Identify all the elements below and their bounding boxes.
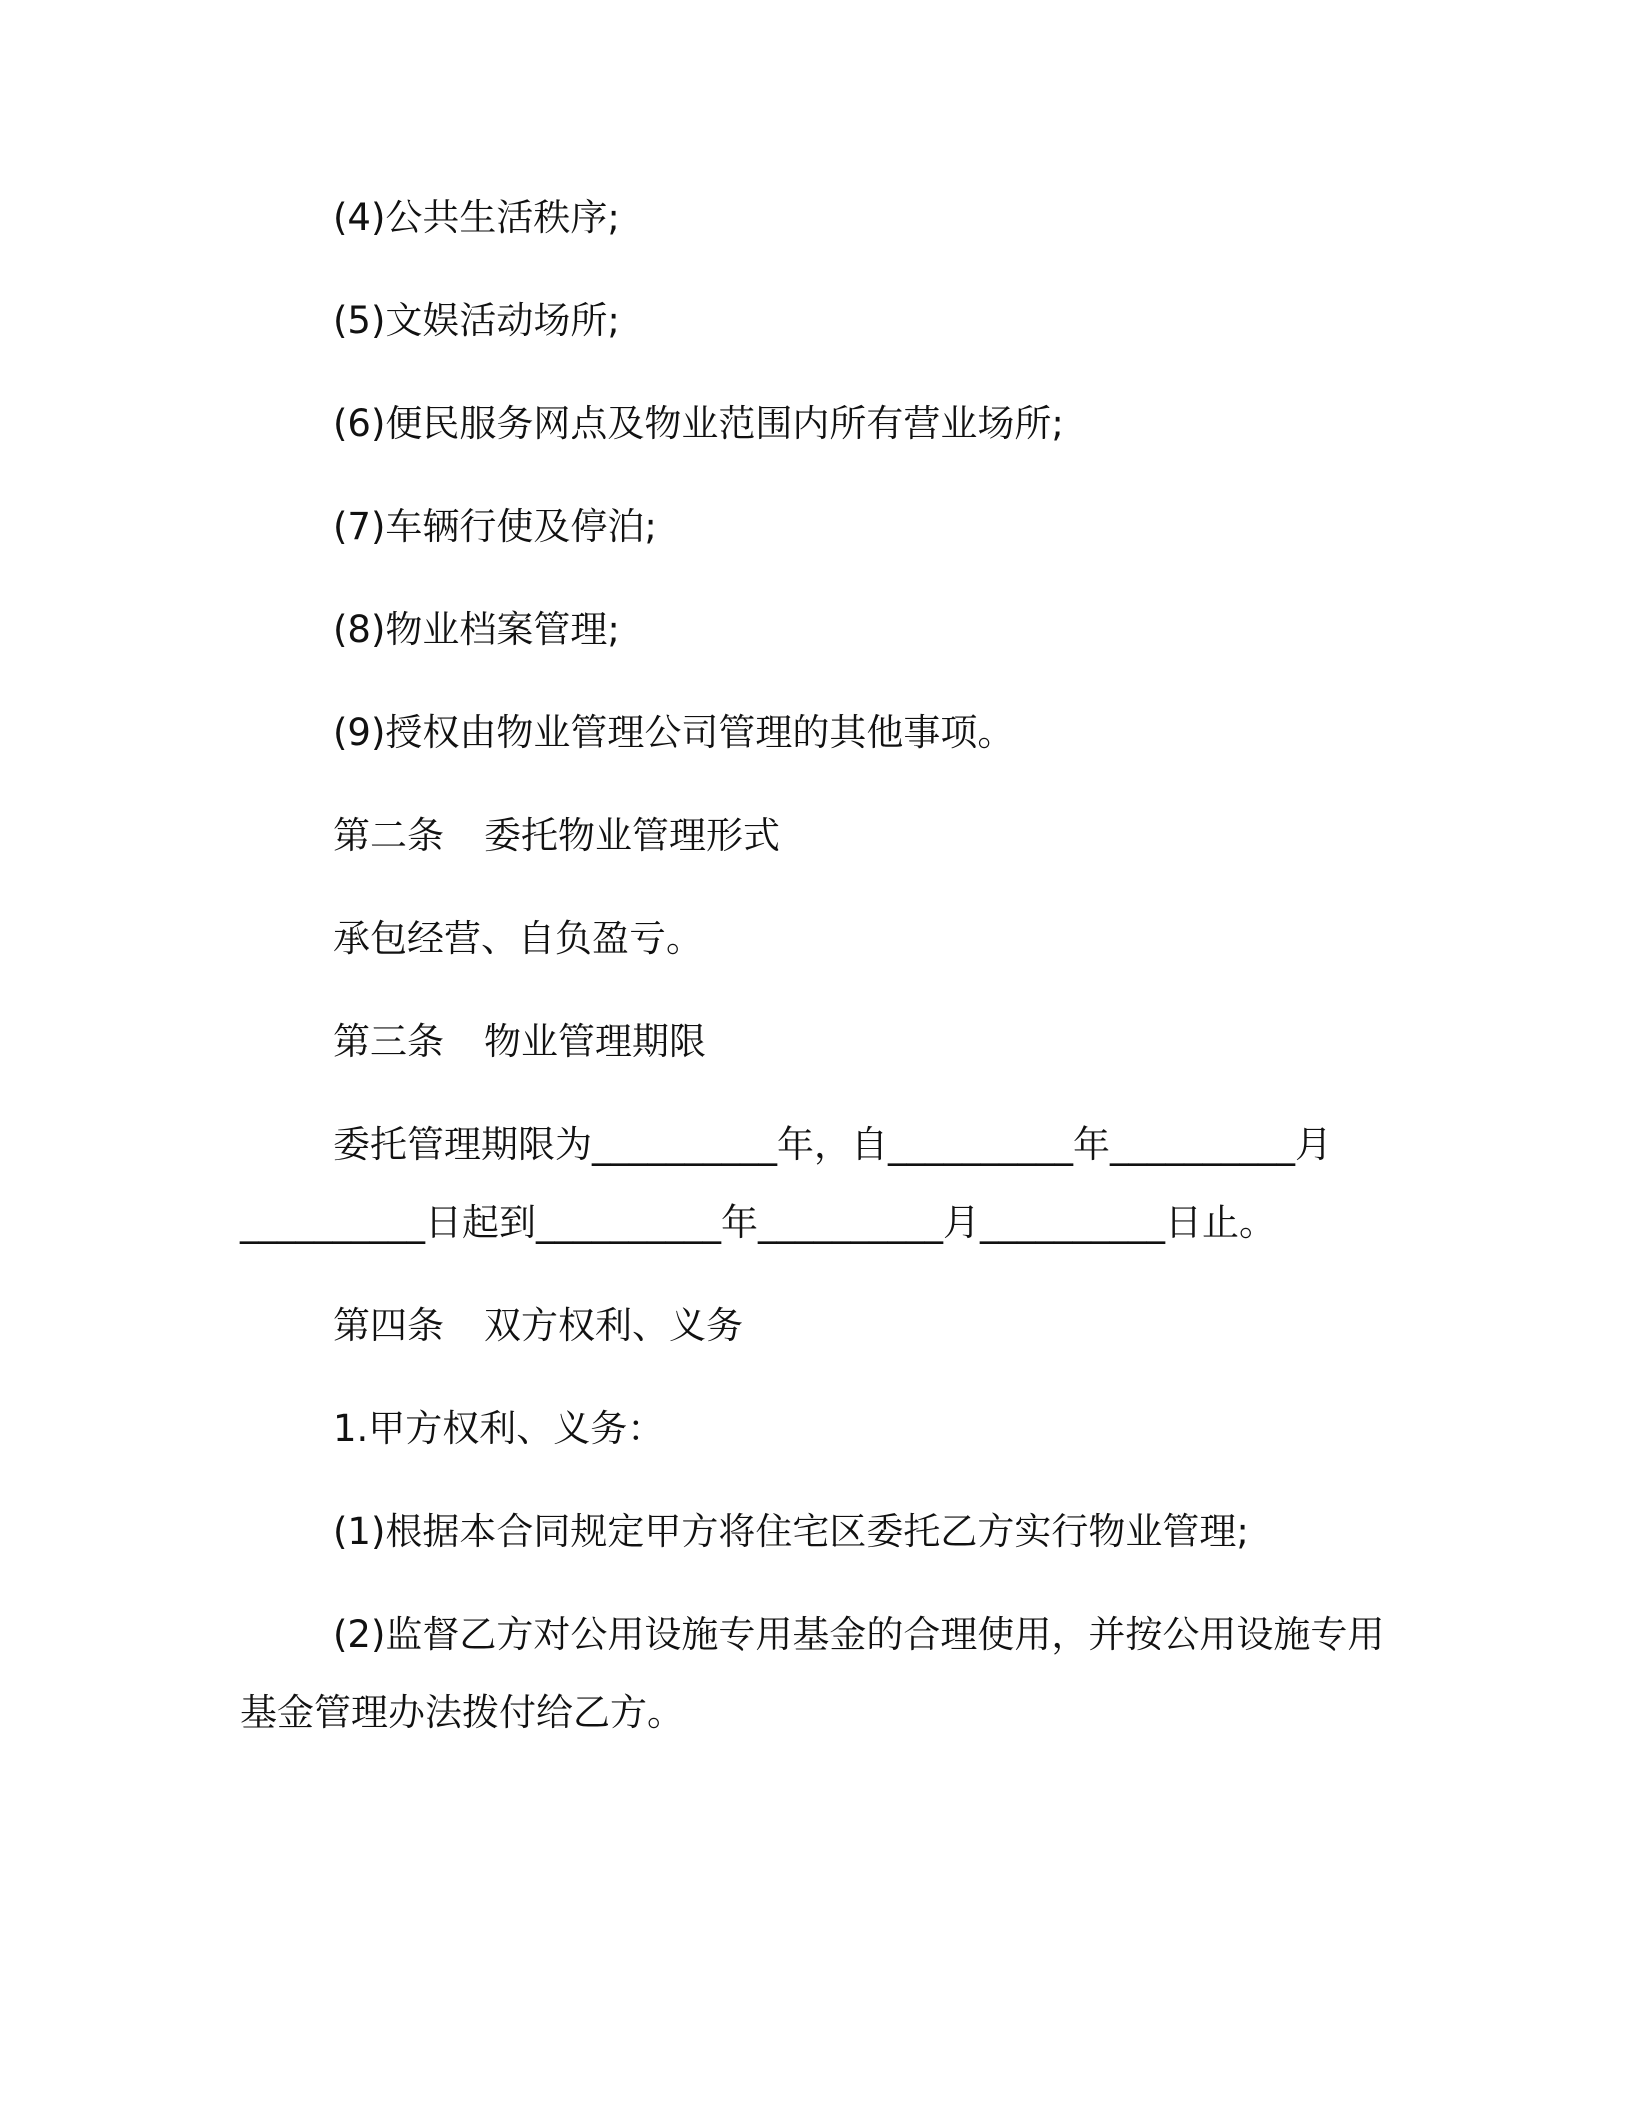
list-item-4: (4)公共生活秩序;	[333, 196, 620, 239]
list-item-9: (9)授权由物业管理公司管理的其他事项。	[333, 711, 1015, 754]
article-2-body: 承包经营、自负盈亏。	[333, 917, 703, 960]
article-2-number: 第二条	[333, 814, 444, 857]
article-3-body-line-1: 委托管理期限为__________年，自__________年__________月	[333, 1123, 1332, 1166]
article-3-heading	[333, 1020, 706, 1064]
article-4-heading	[333, 1304, 743, 1348]
list-item-7: (7)车辆行使及停泊;	[333, 505, 657, 548]
party-a-heading: 1.甲方权利、义务：	[333, 1407, 665, 1450]
party-a-item-2-line-2: 基金管理办法拨付给乙方。	[240, 1691, 684, 1734]
article-3-body-line-2: __________日起到__________年__________月__________日止。	[240, 1201, 1276, 1244]
article-3-number: 第三条	[333, 1020, 444, 1063]
party-a-item-1: (1)根据本合同规定甲方将住宅区委托乙方实行物业管理;	[333, 1510, 1249, 1553]
article-3-title: 物业管理期限	[484, 1020, 706, 1063]
party-a-item-2-line-1: (2)监督乙方对公用设施专用基金的合理使用，并按公用设施专用	[333, 1613, 1385, 1656]
list-item-8: (8)物业档案管理;	[333, 608, 620, 651]
list-item-5: (5)文娱活动场所;	[333, 299, 620, 342]
article-4-number: 第四条	[333, 1304, 444, 1347]
article-2-title: 委托物业管理形式	[484, 814, 780, 857]
article-4-title: 双方权利、义务	[484, 1304, 743, 1347]
article-2-heading	[333, 814, 780, 858]
list-item-6: (6)便民服务网点及物业范围内所有营业场所;	[333, 402, 1064, 445]
